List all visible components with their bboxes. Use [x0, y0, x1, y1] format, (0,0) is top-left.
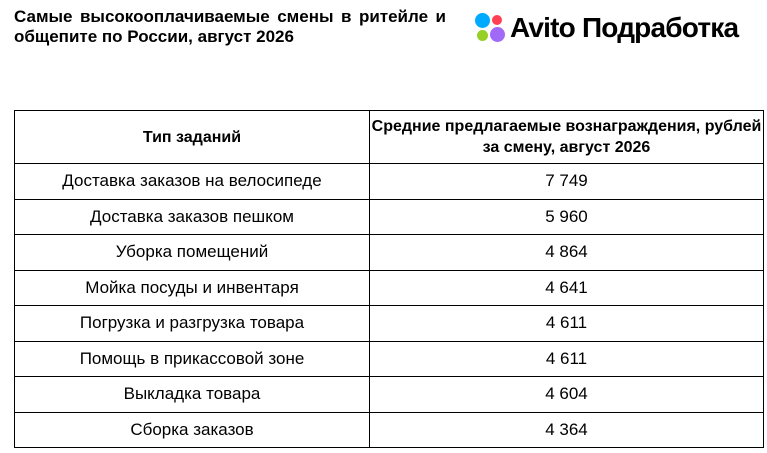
table-row: [15, 199, 764, 235]
reward-cell: 4 611: [370, 341, 764, 377]
table-row: [15, 270, 764, 306]
column-header-task-type: Тип заданий: [15, 111, 370, 164]
task-cell: Сборка заказов: [15, 412, 370, 448]
table-header-row: [15, 111, 764, 164]
logo-dot-purple: [490, 27, 505, 42]
reward-cell: 4 364: [370, 412, 764, 448]
reward-cell: 5 960: [370, 199, 764, 235]
task-cell: Погрузка и разгрузка товара: [15, 306, 370, 342]
task-cell: Мойка посуды и инвентаря: [15, 270, 370, 306]
task-cell: Уборка помещений: [15, 235, 370, 271]
column-header-reward: Средние предлагаемые вознаграждения, рублей за смену, август 2026: [370, 111, 764, 164]
task-cell: Доставка заказов на велосипеде: [15, 164, 370, 200]
table-row: [15, 164, 764, 200]
shifts-table: [14, 110, 764, 448]
task-cell: Выкладка товара: [15, 377, 370, 413]
reward-cell: 4 641: [370, 270, 764, 306]
table-row: [15, 377, 764, 413]
avito-podrabotka-logo: [475, 13, 738, 43]
reward-cell: 4 604: [370, 377, 764, 413]
logo-dot-red: [492, 15, 502, 25]
task-cell: Помощь в прикассовой зоне: [15, 341, 370, 377]
logo-text: Avito Подработка: [510, 12, 739, 43]
reward-cell: 4 864: [370, 235, 764, 271]
logo-dots-icon: [475, 13, 505, 43]
table-row: [15, 306, 764, 342]
task-cell: Доставка заказов пешком: [15, 199, 370, 235]
reward-cell: 7 749: [370, 164, 764, 200]
page-title: Самые высокооплачиваемые смены в ритейле и общепите по России, август 2026: [14, 7, 446, 46]
table-row: [15, 341, 764, 377]
reward-cell: 4 611: [370, 306, 764, 342]
table-row: [15, 412, 764, 448]
table-row: [15, 235, 764, 271]
logo-dot-green: [477, 30, 488, 41]
logo-dot-blue: [475, 13, 490, 28]
